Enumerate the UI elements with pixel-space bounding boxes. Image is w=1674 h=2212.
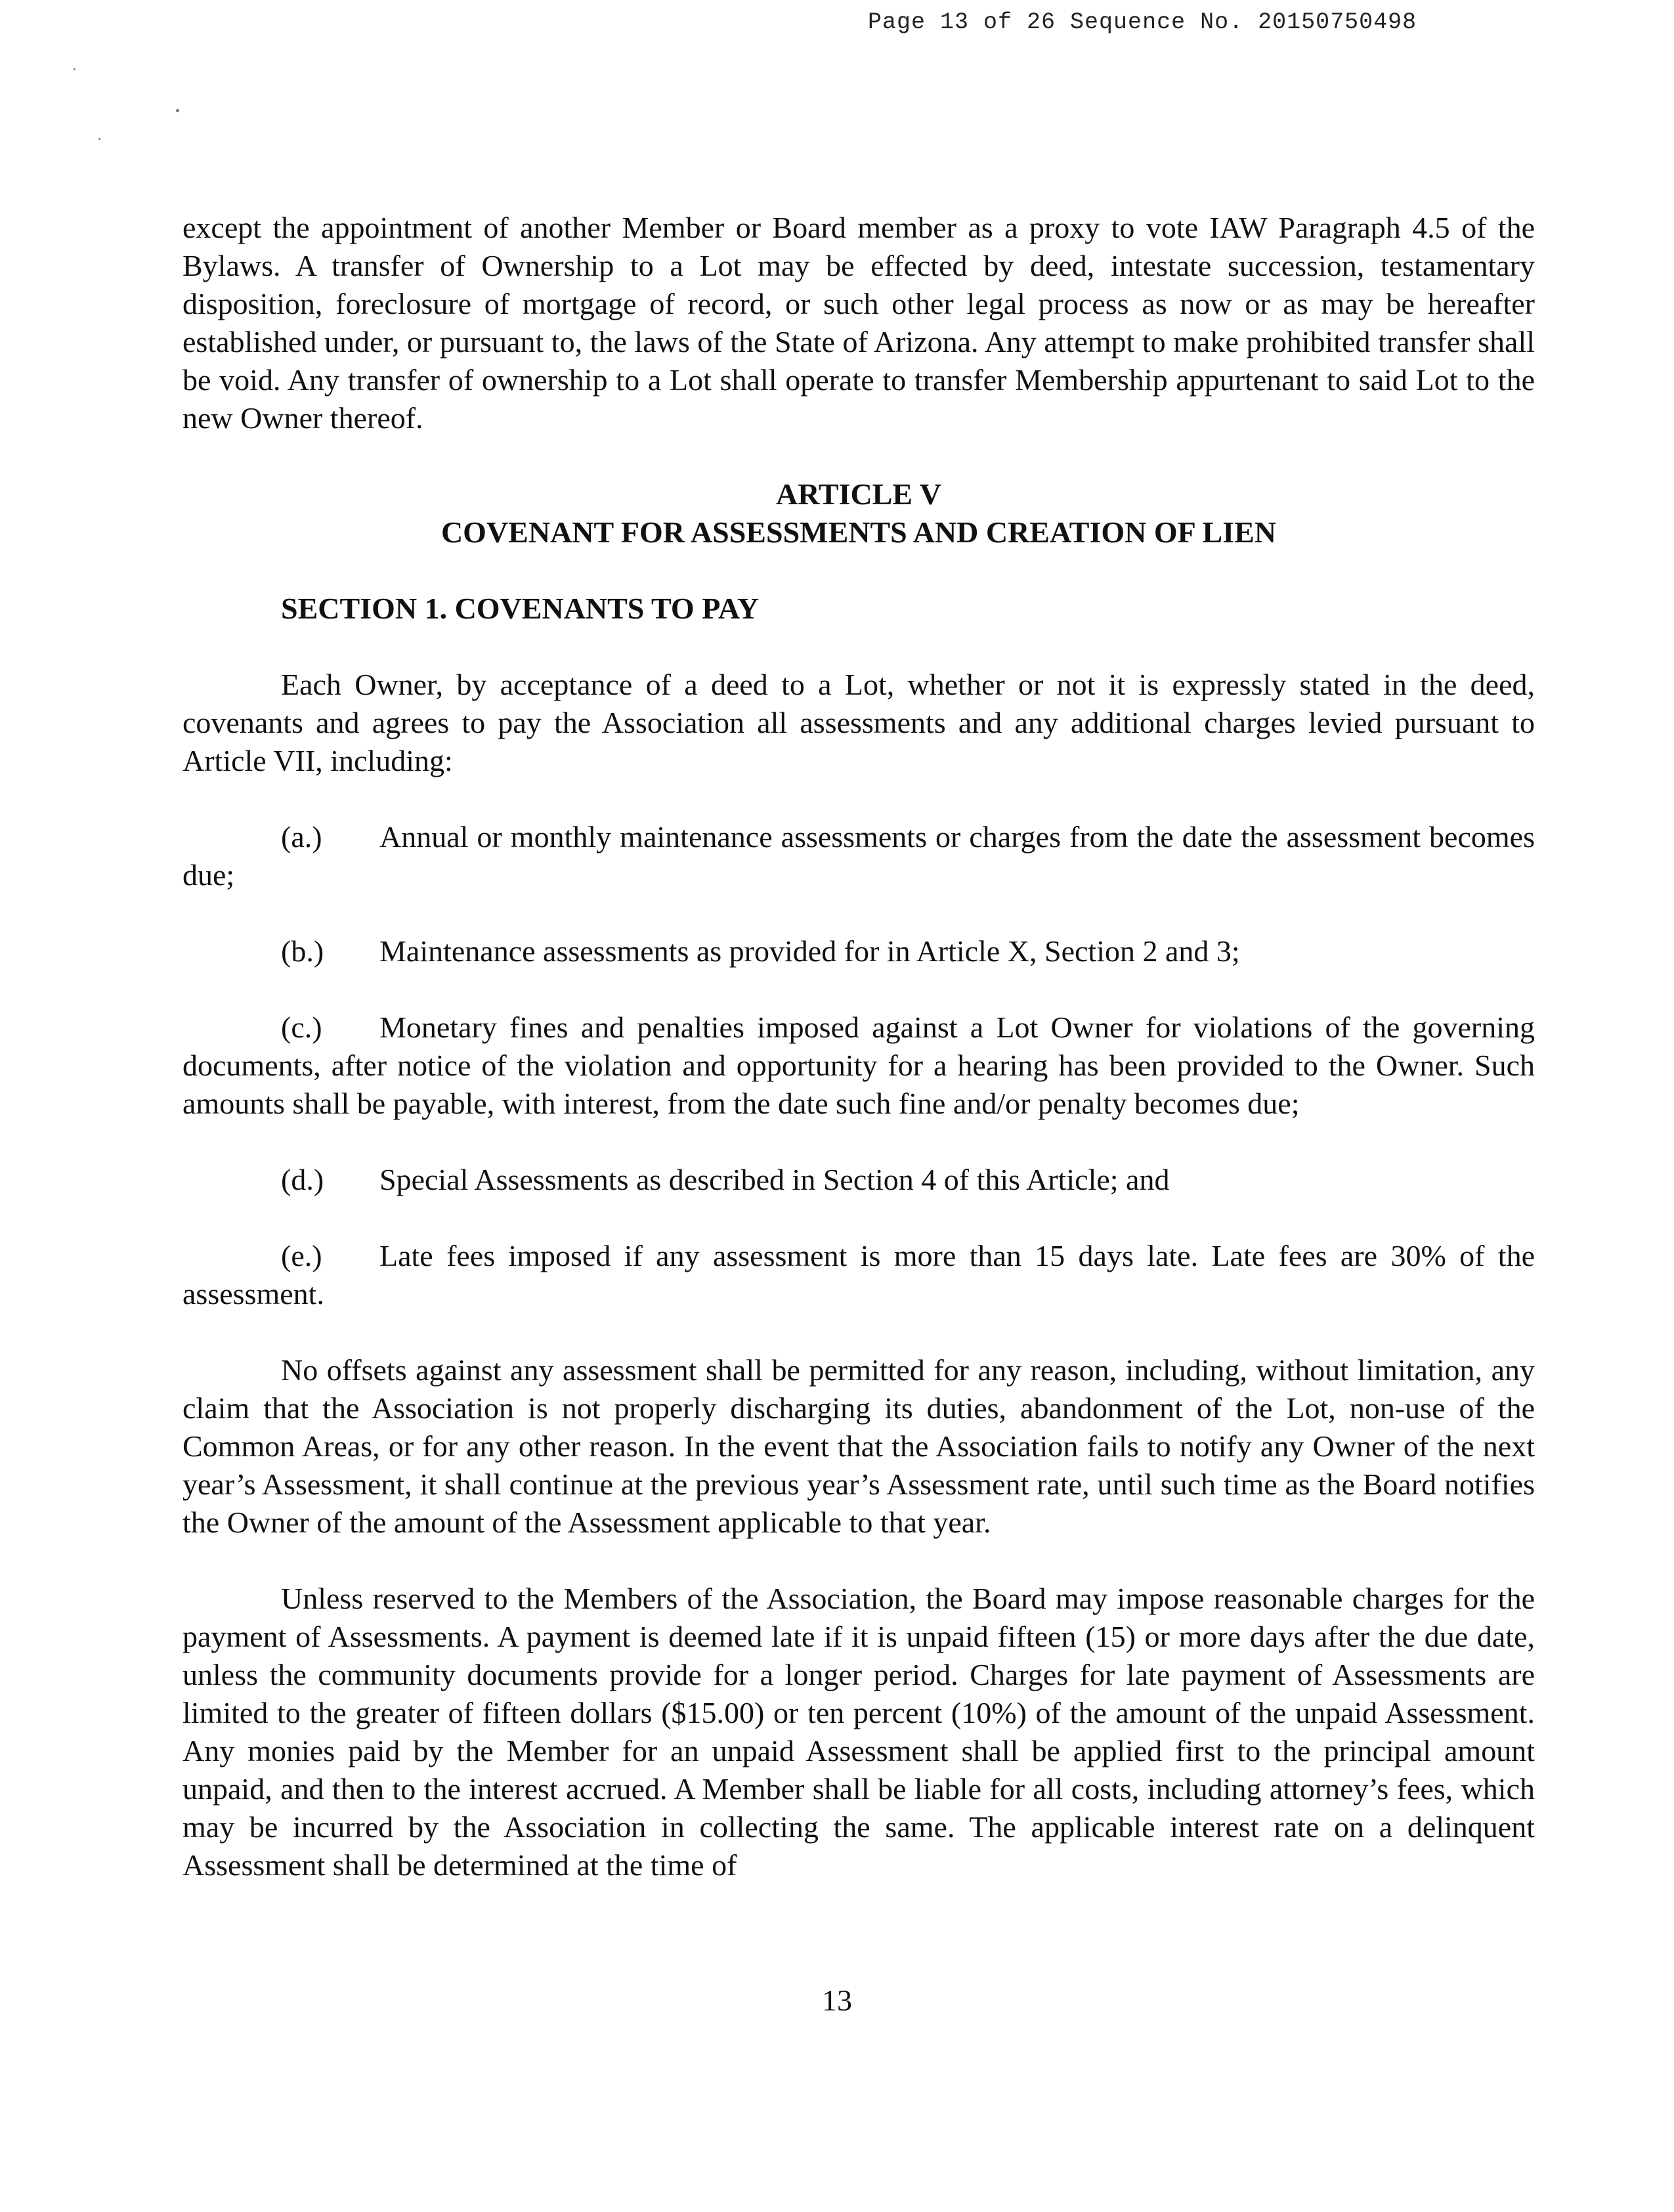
recording-stamp: Page 13 of 26 Sequence No. 20150750498 [868, 9, 1417, 35]
list-item-marker: (a.) [281, 820, 322, 854]
list-item-text: Special Assessments as described in Section 4 of this Article; and [379, 1163, 1170, 1196]
section-heading: SECTION 1. COVENANTS TO PAY [281, 592, 760, 625]
list-item-text: Late fees imposed if any assessment is more than 15 days late. Late fees are 30% of the assessment. [182, 1239, 1535, 1311]
list-item-marker: (c.) [281, 1010, 322, 1044]
list-item [182, 1008, 1535, 1123]
list-item [182, 932, 1535, 970]
scan-speck [176, 109, 179, 112]
article-title: COVENANT FOR ASSESSMENTS AND CREATION OF LIEN [440, 515, 1277, 549]
list-item [182, 1237, 1535, 1313]
list-item-text: Monetary fines and penalties imposed against a Lot Owner for violations of the governing documents, after notice of the violation and opportunity for a hearing has been provided to the Owner. Such amounts shall be payable, with interest, from the date such fine and/or penalty becomes due; [182, 1010, 1535, 1120]
article-number: ARTICLE V [776, 477, 941, 511]
page-number: 13 [822, 1984, 852, 2017]
list-item-text: Maintenance assessments as provided for in Article X, Section 2 and 3; [379, 934, 1240, 968]
document-body [182, 209, 1535, 1884]
section-intro-paragraph: Each Owner, by acceptance of a deed to a Lot, whether or not it is expressly stated in the deed, covenants and agrees to pay the Association all assessments and any additional charges levied pursuant to Article VII, including: [182, 668, 1535, 777]
list-item [182, 1161, 1535, 1199]
scan-speck [98, 138, 100, 140]
list-item-marker: (e.) [281, 1239, 322, 1272]
list-item-text: Annual or monthly maintenance assessments or charges from the date the assessment becomes due; [182, 820, 1535, 892]
offsets-paragraph: No offsets against any assessment shall be permitted for any reason, including, without limitation, any claim that the Association is not properly discharging its duties, abandonment of the Lot, non-use of the Common Areas, or for any other reason. In the event that the Association fails to notify any Owner of the next year’s Assessment, it shall continue at the previous year’s Assessment rate, until such time as the Board notifies the Owner of the amount of the Assessment applicable to that year. [182, 1353, 1535, 1539]
continued-paragraph: except the appointment of another Member or Board member as a proxy to vote IAW Paragraph 4.5 of the Bylaws. A transfer of Ownership to a Lot may be effected by deed, intestate succession, testamentary disposition, foreclosure of mortgage of record, or such other legal process as now or as may be hereafter established under, or pursuant to, the laws of the State of Arizona. Any attempt to make prohibited transfer shall be void. Any transfer of ownership to a Lot shall operate to transfer Membership appurtenant to said Lot to the new Owner thereof. [182, 211, 1535, 435]
scan-speck [74, 68, 75, 70]
list-item-marker: (b.) [281, 934, 324, 968]
list-item-marker: (d.) [281, 1163, 324, 1196]
list-item [182, 818, 1535, 894]
late-charges-paragraph: Unless reserved to the Members of the Association, the Board may impose reasonable charges for the payment of Assessments. A payment is deemed late if it is unpaid fifteen (15) or more days after the due date, unless the community documents provide for a longer period. Charges for late payment of Assessments are limited to the greater of fifteen dollars ($15.00) or ten percent (10%) of the amount of the unpaid Assessment. Any monies paid by the Member for an unpaid Assessment shall be applied first to the principal amount unpaid, and then to the interest accrued. A Member shall be liable for all costs, including attorney’s fees, which may be incurred by the Association in collecting the same. The applicable interest rate on a delinquent Assessment shall be determined at the time of [182, 1582, 1535, 1882]
